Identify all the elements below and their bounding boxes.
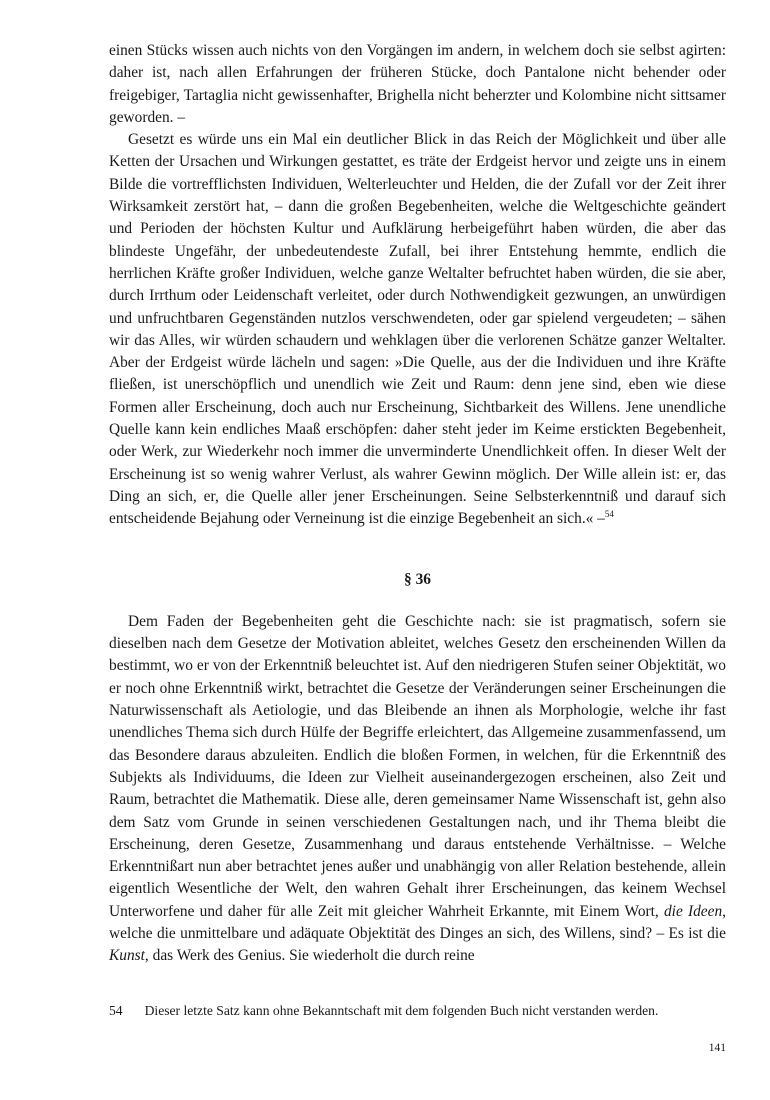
paragraph-3-italic-ideen: die Ideen [663, 902, 723, 920]
footnote-reference[interactable]: 54 [604, 509, 614, 520]
footnote [109, 1001, 726, 1020]
paragraph-2 [109, 129, 726, 530]
paragraph-1: einen Stücks wissen auch nichts von den Vorgängen im andern, in welchem doch sie selbst agirten: daher ist, nach allen Erfahrungen der früheren Stücke, doch Pantalone nicht behender oder freigebiger, Tartaglia nicht gewissenhafter, Brighella nicht beherzter und Kolombine nicht sittsamer geworden. – [109, 42, 726, 126]
paragraph-3-part-3: , das Werk des Genius. Sie wiederholt die durch reine [144, 947, 475, 965]
page-body [109, 40, 726, 968]
paragraph-2-text: Gesetzt es würde uns ein Mal ein deutlicher Blick in das Reich der Möglichkeit und über alle Ketten der Ursachen und Wirkungen gestattet, es träte der Erdgeist hervor und zeigte uns in einem Bilde die vortrefflichsten Individuen, Welterleuchter und Helden, die der Zufall vor der Zeit ihrer Wirksamkeit zerstört hat, – dann die großen Begebenheiten, welche die Weltgeschichte geändert und Perioden der höchsten Kultur und Aufklärung herbeigeführt haben würden, die aber das blindeste Ungefähr, der unbedeutendeste Zufall, bei ihrer Entstehung hemmte, endlich die herrlichen Kräfte großer Individuen, welche ganze Weltalter befruchtet haben würden, die sie aber, durch Irrthum oder Leidenschaft verleitet, oder durch Nothwendigkeit gezwungen, an unwürdigen und unfruchtbaren Gegenständen nutzlos verschwendeten, oder gar spielend vergeudeten; – sähen wir das Alles, wir würden schaudern und wehklagen über die verlorenen Schätze ganzer Weltalter. Aber der Erdgeist würde lächeln und sagen: »Die Quelle, aus der die Individuen und ihre Kräfte fließen, ist unerschöpflich und unendlich wie Zeit und Raum: denn jene sind, eben wie diese Formen aller Erscheinung, doch auch nur Erscheinung, Sichtbarkeit des Willens. Jene unendliche Quelle kann kein endliches Maaß erschöpfen: daher steht jeder im Keime erstickten Begebenheit, oder Werk, zur Wiederkehr noch immer die unverminderte Unendlichkeit offen. In dieser Welt der Erscheinung ist so wenig wahrer Verlust, als wahrer Gewinn möglich. Der Wille allein ist: er, das Ding an sich, er, die Quelle aller jener Erscheinungen. Seine Selbsterkenntniß und darauf sich entscheidende Bejahung oder Verneinung ist die einzige Begebenheit an sich.« – [109, 131, 726, 528]
footnote-text: Dieser letzte Satz kann ohne Bekanntschaft mit dem folgenden Buch nicht verstanden werden. [144, 1003, 659, 1018]
paragraph-3 [109, 611, 726, 968]
paragraph-3-italic-kunst: Kunst [109, 947, 145, 965]
page-number: 141 [708, 1042, 726, 1054]
footnote-number: 54 [109, 1003, 123, 1018]
section-heading: § 36 [404, 570, 431, 588]
paragraph-3-part-2: , welche die unmittelbare und adäquate Objektität des Dinges an sich, des Willens, sind? – Es ist die [109, 902, 727, 942]
paragraph-3-part-1: Dem Faden der Begebenheiten geht die Geschichte nach: sie ist pragmatisch, sofern sie dieselben nach dem Gesetze der Motivation ableitet, welches Gesetz den erscheinenden Willen da bestimmt, wo er von der Erkenntniß beleuchtet ist. Auf den niedrigeren Stufen seiner Objektität, wo er noch ohne Erkenntniß wirkt, betrachtet die Gesetze der Veränderungen seiner Erscheinungen die Naturwissenschaft als Aetiologie, und das Bleibende an ihnen als Morphologie, welche ihr fast unendliches Thema sich durch Hülfe der Begriffe erleichtert, das Allgemeine zusammenfassend, um das Besondere daraus abzuleiten. Endlich die bloßen Formen, in welchen, für die Erkenntniß des Subjekts als Individuums, die Ideen zur Vielheit auseinandergezogen erscheinen, also Zeit und Raum, betrachtet die Mathematik. Diese alle, deren gemeinsamer Name Wissenschaft ist, gehn also dem Satz vom Grunde in seinen verschiedenen Gestaltungen nach, und ihr Thema bleibt die Erscheinung, deren Gesetze, Zusammenhang und daraus entstehende Verhältnisse. – Welche Erkenntnißart nun aber betrachtet jenes außer und unabhängig von aller Relation bestehende, allein eigentlich Wesentliche der Welt, den wahren Gehalt ihrer Erscheinungen, das keinem Wechsel Unterworfene und daher für alle Zeit mit gleicher Wahrheit Erkannte, mit Einem Wort, [109, 612, 726, 920]
